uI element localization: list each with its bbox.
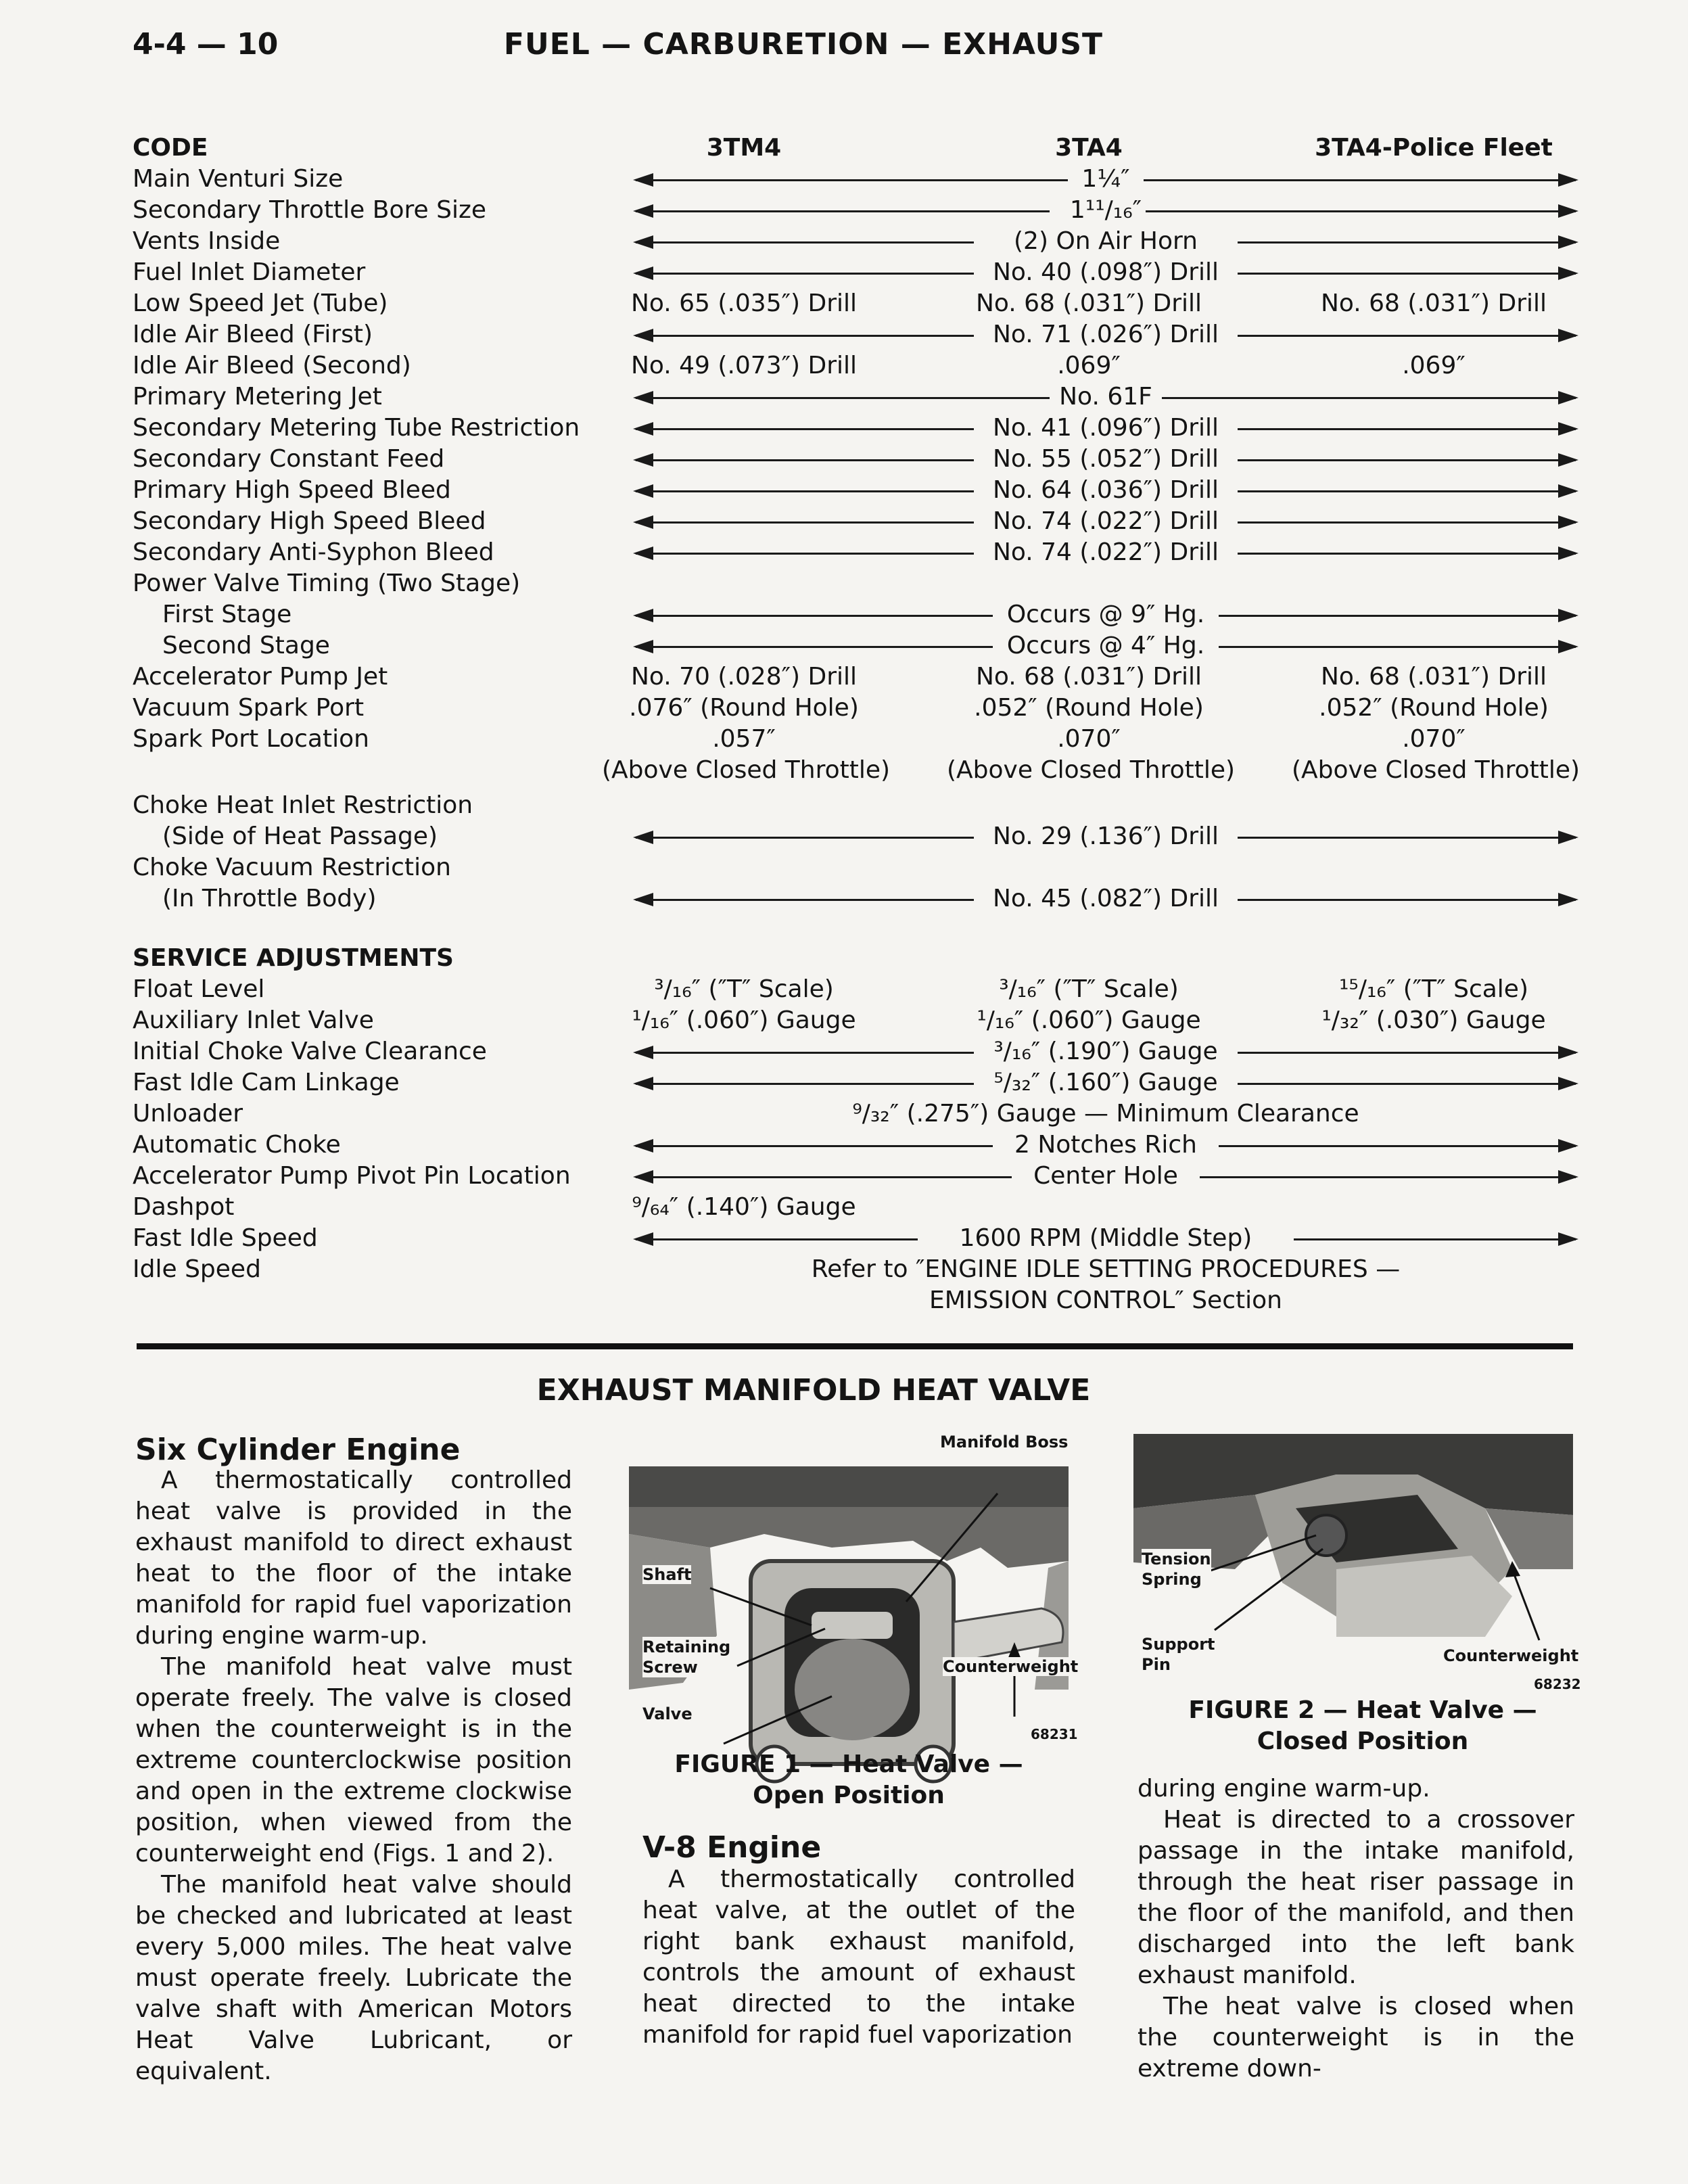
span-arrow: No. 74 (.022″) Drill xyxy=(636,506,1576,537)
span-arrow: No. 64 (.036″) Drill xyxy=(636,475,1576,506)
table-row: (Above Closed Throttle) (Above Closed Throttle) (Above Closed Throttle) xyxy=(602,756,1580,784)
table-row: Accelerator Pump Pivot Pin Location Center Hole xyxy=(0,1161,1688,1192)
figure-2-number: 68232 xyxy=(1534,1676,1581,1692)
table-row: Choke Heat Inlet Restriction xyxy=(133,791,473,819)
table-row: Primary Metering Jet No. 61F xyxy=(0,381,1688,413)
page-header-title: FUEL — CARBURETION — EXHAUST xyxy=(503,27,1104,62)
table-row: Secondary Metering Tube Restriction No. 41 (.096″) Drill xyxy=(0,413,1688,444)
span-arrow: Center Hole xyxy=(636,1161,1576,1192)
v8-text: A thermostatically controlled heat valve, at the outlet of the right bank exhaust manifold, controls the amount of exhaust heat directed to the intake manifold for rapid fuel vaporization xyxy=(642,1865,1075,2049)
figure-1-number: 68231 xyxy=(1031,1726,1078,1742)
table-row: Idle Air Bleed (Second) No. 49 (.073″) Drill .069″ .069″ xyxy=(133,352,1466,379)
table-row: Low Speed Jet (Tube) No. 65 (.035″) Drill No. 68 (.031″) Drill No. 68 (.031″) Drill xyxy=(133,289,1547,317)
table-row: Idle Speed Refer to ″ENGINE IDLE SETTING PROCEDURES — xyxy=(133,1255,1401,1283)
span-arrow: No. 71 (.026″) Drill xyxy=(636,319,1576,350)
span-arrow: 1¹¹/₁₆″ xyxy=(636,195,1576,226)
table-row: Secondary Constant Feed No. 55 (.052″) Drill xyxy=(0,444,1688,475)
section-divider xyxy=(137,1343,1573,1349)
span-arrow: 2 Notches Rich xyxy=(636,1130,1576,1161)
table-row: Secondary High Speed Bleed No. 74 (.022″) Drill xyxy=(0,506,1688,537)
callout-retaining-screw: Retaining Screw xyxy=(642,1637,731,1677)
span-arrow: No. 45 (.082″) Drill xyxy=(636,883,1576,914)
table-row: Power Valve Timing (Two Stage) xyxy=(133,570,521,597)
v8-heading: V-8 Engine xyxy=(642,1830,822,1865)
six-cylinder-text: A thermostatically controlled heat valve is provided in the exhaust manifold to direct exhaust heat to the floor of the intake manifold for rapid fuel vaporization during engine warm-up. The manifold heat valve must operate freely. The valve is closed when the counterweight is in the extreme counterclockwise position and open in the extreme clockwise position, when viewed from the counterweight end (Figs. 1 and 2). The manifold heat valve should be checked and lubricated at least every 5,000 miles. The heat valve must operate freely. Lubricate the valve shaft with American Motors Heat Valve Lubricant, or equivalent. xyxy=(135,1466,572,2085)
table-row: Float Level ³/₁₆″ (″T″ Scale) ³/₁₆″ (″T″ Scale) ¹⁵/₁₆″ (″T″ Scale) xyxy=(133,975,1529,1003)
table-row: Secondary Throttle Bore Size 1¹¹/₁₆″ xyxy=(0,195,1688,226)
table-row: Unloader ⁹/₃₂″ (.275″) Gauge — Minimum Clearance xyxy=(133,1100,1359,1128)
table-row: Second Stage Occurs @ 4″ Hg. xyxy=(0,630,1688,661)
callout-counterweight-2: Counterweight xyxy=(1443,1646,1579,1665)
table-header-row xyxy=(0,133,1688,164)
table-row: Primary High Speed Bleed No. 64 (.036″) Drill xyxy=(0,475,1688,506)
page-number: 4-4 — 10 xyxy=(133,27,279,62)
table-row: Dashpot ⁹/₆₄″ (.140″) Gauge xyxy=(133,1193,856,1221)
callout-support-pin: Support Pin xyxy=(1142,1635,1215,1674)
table-row: Accelerator Pump Jet No. 70 (.028″) Drill No. 68 (.031″) Drill No. 68 (.031″) Drill xyxy=(133,663,1547,691)
span-arrow: 1600 RPM (Middle Step) xyxy=(636,1223,1576,1254)
table-row: Fuel Inlet Diameter No. 40 (.098″) Drill xyxy=(0,257,1688,288)
callout-shaft: Shaft xyxy=(642,1565,692,1584)
figure-2-caption: FIGURE 2 — Heat Valve — Closed Position xyxy=(1188,1696,1537,1755)
table-row: Fast Idle Cam Linkage ⁵/₃₂″ (.160″) Gauge xyxy=(0,1067,1688,1098)
span-arrow: Occurs @ 4″ Hg. xyxy=(636,630,1576,661)
table-row: Spark Port Location .057″ .070″ .070″ xyxy=(133,725,1466,753)
span-arrow: Occurs @ 9″ Hg. xyxy=(636,599,1576,630)
span-arrow: No. 61F xyxy=(636,381,1576,413)
table-row: Main Venturi Size 1¼″ xyxy=(0,164,1688,195)
column-3ta4-police: 3TA4-Police Fleet xyxy=(1315,134,1553,162)
six-cylinder-heading: Six Cylinder Engine xyxy=(135,1433,461,1467)
table-row: Automatic Choke 2 Notches Rich xyxy=(0,1130,1688,1161)
column-3-text: during engine warm-up. Heat is directed to a crossover passage in the intake manifold, through the heat riser passage in the floor of the manifold, and then discharged into the left bank exhaust manifold. The heat valve is closed when the counterweight is in the extreme down- xyxy=(1138,1775,1574,2083)
code-label: CODE xyxy=(133,134,208,162)
table-row: Auxiliary Inlet Valve ¹/₁₆″ (.060″) Gauge ¹/₁₆″ (.060″) Gauge ¹/₃₂″ (.030″) Gauge xyxy=(133,1006,1546,1034)
table-row: Initial Choke Valve Clearance ³/₁₆″ (.190″) Gauge xyxy=(0,1036,1688,1067)
callout-tension-spring: Tension Spring xyxy=(1142,1550,1211,1589)
service-heading-row xyxy=(0,943,1688,974)
span-arrow: No. 41 (.096″) Drill xyxy=(636,413,1576,444)
heat-valve-open-illustration xyxy=(629,1466,1069,1784)
column-3tm4: 3TM4 xyxy=(706,134,782,162)
span-arrow: No. 40 (.098″) Drill xyxy=(636,257,1576,288)
callout-valve: Valve xyxy=(642,1704,693,1723)
table-row: Fast Idle Speed 1600 RPM (Middle Step) xyxy=(0,1223,1688,1254)
span-arrow: 1¼″ xyxy=(636,164,1576,195)
table-row: Vacuum Spark Port .076″ (Round Hole) .052″ (Round Hole) .052″ (Round Hole) xyxy=(133,694,1549,722)
table-row: Choke Vacuum Restriction xyxy=(133,854,451,881)
span-arrow: No. 55 (.052″) Drill xyxy=(636,444,1576,475)
span-arrow: ³/₁₆″ (.190″) Gauge xyxy=(636,1036,1576,1067)
table-row: (Side of Heat Passage) No. 29 (.136″) Drill xyxy=(0,821,1688,852)
table-row: Idle Air Bleed (First) No. 71 (.026″) Drill xyxy=(0,319,1688,350)
section-title: EXHAUST MANIFOLD HEAT VALVE xyxy=(536,1373,1091,1408)
callout-manifold-boss: Manifold Boss xyxy=(940,1433,1069,1451)
span-arrow: No. 74 (.022″) Drill xyxy=(636,537,1576,568)
table-row: Secondary Anti-Syphon Bleed No. 74 (.022″) Drill xyxy=(0,537,1688,568)
span-arrow: ⁵/₃₂″ (.160″) Gauge xyxy=(636,1067,1576,1098)
figure-1-photo xyxy=(629,1466,1069,1784)
span-arrow: No. 29 (.136″) Drill xyxy=(636,821,1576,852)
span-arrow: (2) On Air Horn xyxy=(636,226,1576,257)
service-adjustments-heading: SERVICE ADJUSTMENTS xyxy=(133,944,454,972)
figure-1-caption: FIGURE 1 — Heat Valve — Open Position xyxy=(674,1750,1023,1809)
table-row: EMISSION CONTROL″ Section xyxy=(929,1286,1282,1314)
callout-counterweight: Counterweight xyxy=(943,1657,1079,1676)
table-row: (In Throttle Body) No. 45 (.082″) Drill xyxy=(0,883,1688,914)
column-3ta4: 3TA4 xyxy=(1055,134,1123,162)
table-row: First Stage Occurs @ 9″ Hg. xyxy=(0,599,1688,630)
table-row: Vents Inside (2) On Air Horn xyxy=(0,226,1688,257)
